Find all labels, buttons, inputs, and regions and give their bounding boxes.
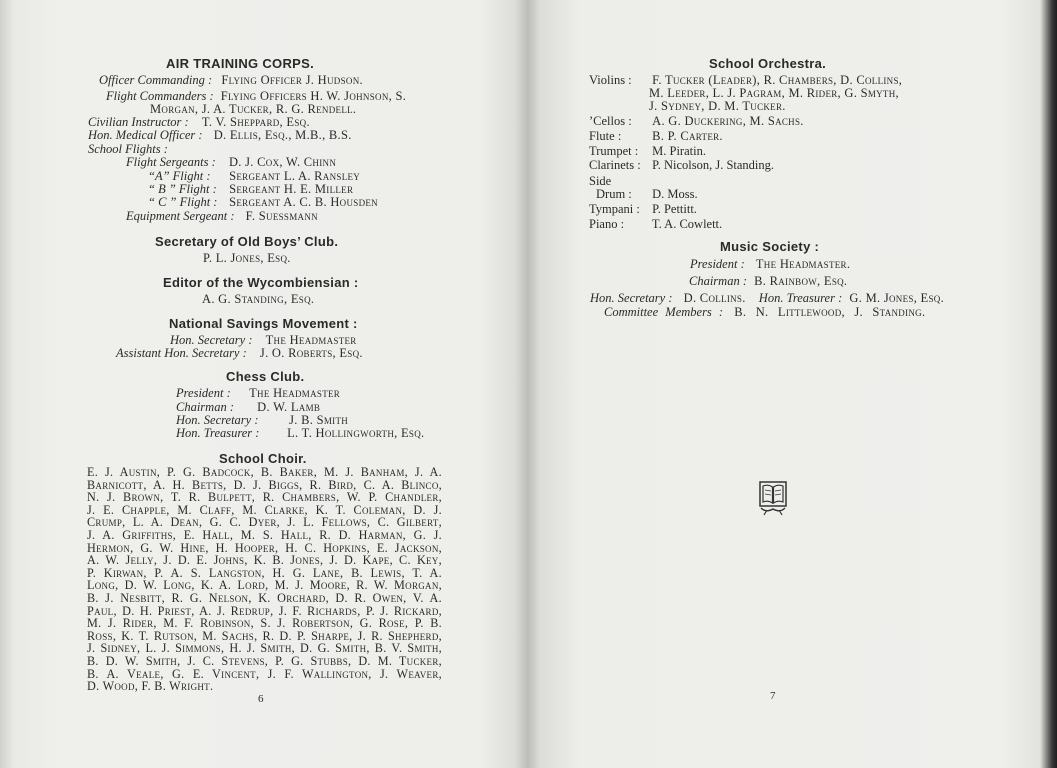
piano-row — [589, 217, 722, 231]
choir-line: Ross, K. T. Rutson, M. Sachs, R. D. P. Sharpe, J. R. Shepherd, — [87, 628, 442, 643]
trumpet-value: M. Piratin. — [652, 144, 706, 158]
b-flight-row — [148, 182, 353, 196]
open-book-emblem-icon — [757, 480, 789, 516]
trumpet-label: Trumpet : — [589, 144, 639, 158]
choir-line: Barnicott, A. H. Betts, D. J. Biggs, R. Bird, C. A. Blinco, — [87, 477, 442, 492]
es-label: Equipment Sergeant : — [126, 209, 235, 223]
tympani-value: P. Pettitt. — [652, 202, 697, 216]
side-label: Side — [589, 174, 612, 188]
a-flight-label: “A” Flight : — [148, 169, 211, 183]
choir-line: Crump, L. A. Dean, G. C. Dyer, J. L. Fellows, C. Gilbert, — [87, 515, 442, 530]
flute-row — [589, 129, 723, 143]
chess-sec-row — [176, 413, 348, 427]
old-boys-heading: Secretary of Old Boys’ Club. — [155, 234, 339, 249]
oc-row — [99, 73, 363, 87]
choir-line: M. J. Rider, M. F. Robinson, S. J. Robertson, G. Rose, P. B. — [87, 616, 442, 631]
savings-hs-row — [170, 333, 357, 347]
choir-line: A. W. Jelly, J. D. E. Johns, K. B. Jones, J. D. Kape, C. Key, — [87, 553, 442, 568]
violins-value-3: J. Sydney, D. M. Tucker. — [649, 99, 786, 113]
a-flight-value: Sergeant L. A. Ransley — [229, 169, 361, 183]
c-flight-value: Sergeant A. C. B. Housden — [229, 195, 378, 209]
savings-heading: National Savings Movement : — [169, 316, 358, 331]
fc-label: Flight Commanders : — [106, 89, 214, 103]
chess-sec-label: Hon. Secretary : — [176, 413, 259, 427]
sf-label: School Flights : — [88, 142, 168, 156]
music-sec-row — [590, 291, 944, 305]
music-comm-value: B. N. Littlewood, J. Standing. — [734, 305, 926, 319]
ci-row — [88, 115, 310, 129]
old-boys-value: P. L. Jones, Esq. — [203, 251, 291, 265]
chess-treas-value: L. T. Hollingworth, Esq. — [287, 426, 425, 440]
music-pres-row — [690, 257, 850, 271]
atc-heading: AIR TRAINING CORPS. — [166, 56, 314, 71]
b-flight-label: “ B ” Flight : — [148, 182, 217, 196]
music-pres-value: The Headmaster. — [755, 257, 851, 271]
music-comm-row — [604, 305, 925, 319]
savings-hs-value: The Headmaster — [265, 333, 357, 347]
choir-line: D. Wood, F. B. Wright. — [87, 679, 214, 694]
b-flight-value: Sergeant H. E. Miller — [229, 182, 354, 196]
drum-label: Drum : — [596, 187, 632, 201]
es-value: F. Suessmann — [245, 209, 318, 223]
ci-value: T. V. Sheppard, Esq. — [201, 115, 310, 129]
piano-value: T. A. Cowlett. — [651, 217, 723, 231]
chess-pres-value: The Headmaster — [249, 386, 341, 400]
page-number-right: 7 — [770, 690, 776, 702]
chess-pres-row — [176, 386, 340, 400]
tympani-label: Tympani : — [589, 202, 640, 216]
choir-line: J. E. Chapple, M. Claff, M. Clarke, K. T. Coleman, D. J. — [87, 502, 442, 517]
savings-hs-label: Hon. Secretary : — [170, 333, 253, 347]
oc-label: Officer Commanding : — [99, 73, 213, 87]
choir-heading: School Choir. — [219, 451, 307, 466]
choir-members — [87, 466, 442, 693]
fs-label: Flight Sergeants : — [126, 155, 216, 169]
editor-heading: Editor of the Wycombiensian : — [163, 275, 359, 290]
page-number-left: 6 — [258, 693, 264, 705]
chess-chair-value: D. W. Lamb — [257, 400, 321, 414]
left-page — [0, 0, 528, 768]
music-sec-label: Hon. Secretary : — [590, 291, 673, 305]
choir-line: E. J. Austin, P. G. Badcock, B. Baker, M. J. Banham, J. A. — [87, 465, 442, 479]
fc-value-2: Morgan, J. A. Tucker, R. G. Rendell. — [150, 102, 357, 116]
chess-pres-label: President : — [176, 386, 231, 400]
choir-line: N. J. Brown, T. R. Bulpett, R. Chambers, W. P. Chandler, — [87, 490, 442, 505]
violins-label: Violins : — [589, 73, 632, 87]
chess-chair-label: Chairman : — [176, 400, 234, 414]
savings-ahs-row — [116, 346, 363, 360]
violins-row — [589, 73, 902, 87]
piano-label: Piano : — [589, 217, 625, 231]
music-chair-row — [689, 274, 847, 288]
es-row — [126, 209, 318, 223]
chess-heading: Chess Club. — [226, 369, 305, 384]
choir-line: J. Sidney, L. J. Simmons, H. J. Smith, D. G. Smith, B. V. Smith, — [87, 641, 442, 656]
flute-label: Flute : — [589, 129, 622, 143]
cellos-value: A. G. Duckering, M. Sachs. — [652, 114, 804, 128]
chess-chair-row — [176, 400, 320, 414]
choir-line: Paul, D. H. Priest, A. J. Redrup, J. F. Richards, P. J. Rickard, — [87, 603, 442, 618]
chess-treas-label: Hon. Treasurer : — [176, 426, 260, 440]
music-heading: Music Society : — [720, 239, 820, 254]
violins-value-2: M. Leeder, L. J. Pagram, M. Rider, G. Smyth, — [649, 86, 899, 100]
music-sec-value: D. Collins. — [683, 291, 746, 305]
fc-row — [106, 89, 406, 103]
clarinets-label: Clarinets : — [589, 158, 641, 172]
c-flight-row — [148, 195, 378, 209]
hmo-value: D. Ellis, Esq., M.B., B.S. — [213, 128, 352, 142]
orchestra-heading: School Orchestra. — [709, 56, 827, 71]
choir-line: Long, D. W. Long, K. A. Lord, M. J. Moore, R. W. Morgan, — [87, 578, 442, 593]
trumpet-row — [589, 144, 706, 158]
choir-line: P. Kirwan, P. A. S. Langston, H. G. Lane, B. Lewis, T. A. — [87, 565, 442, 580]
clarinets-value: P. Nicolson, J. Standing. — [652, 158, 775, 172]
hmo-label: Hon. Medical Officer : — [88, 128, 203, 142]
fs-row — [126, 155, 336, 169]
drum-row — [596, 187, 698, 201]
music-treas-value: G. M. Jones, Esq. — [849, 291, 945, 305]
fc-value-1: Flying Officers H. W. Johnson, S. — [220, 89, 407, 103]
a-flight-row — [148, 169, 360, 183]
choir-line: J. A. Griffiths, E. Hall, M. S. Hall, R. D. Harman, G. J. — [87, 527, 442, 542]
flute-value: B. P. Carter. — [652, 129, 723, 143]
fs-value: D. J. Cox, W. Chinn — [228, 155, 337, 169]
music-treas-label: Hon. Treasurer : — [758, 291, 843, 305]
clarinets-row — [589, 158, 774, 172]
drum-value: D. Moss. — [652, 187, 698, 201]
savings-ahs-value: J. O. Roberts, Esq. — [259, 346, 363, 360]
music-chair-label: Chairman : — [689, 274, 747, 288]
c-flight-label: “ C ” Flight : — [148, 195, 218, 209]
tympani-row — [589, 202, 697, 216]
chess-sec-value: J. B. Smith — [289, 413, 349, 427]
music-comm-label: Committee Members : — [604, 305, 724, 319]
music-pres-label: President : — [690, 257, 745, 271]
choir-line: B. D. W. Smith, J. C. Stevens, P. G. Stubbs, D. M. Tucker, — [87, 653, 442, 668]
savings-ahs-label: Assistant Hon. Secretary : — [116, 346, 247, 360]
right-page — [528, 0, 1053, 768]
chess-treas-row — [176, 426, 424, 440]
hmo-row — [88, 128, 352, 142]
choir-line: B. A. Veale, G. E. Vincent, J. F. Wallington, J. Weaver, — [87, 666, 442, 681]
choir-line: B. J. Nesbitt, R. G. Nelson, K. Orchard, D. R. Owen, V. A. — [87, 590, 442, 605]
violins-value-1: F. Tucker (Leader), R. Chambers, D. Collins, — [652, 73, 903, 87]
editor-value: A. G. Standing, Esq. — [202, 292, 315, 306]
music-chair-value: B. Rainbow, Esq. — [754, 274, 848, 288]
oc-value: Flying Officer J. Hudson. — [221, 73, 363, 87]
ci-label: Civilian Instructor : — [88, 115, 189, 129]
cellos-row — [589, 114, 804, 128]
cellos-label: ’Cellos : — [589, 114, 632, 128]
choir-line: Hermon, G. W. Hine, H. Hooper, H. C. Hopkins, E. Jackson, — [87, 540, 442, 555]
